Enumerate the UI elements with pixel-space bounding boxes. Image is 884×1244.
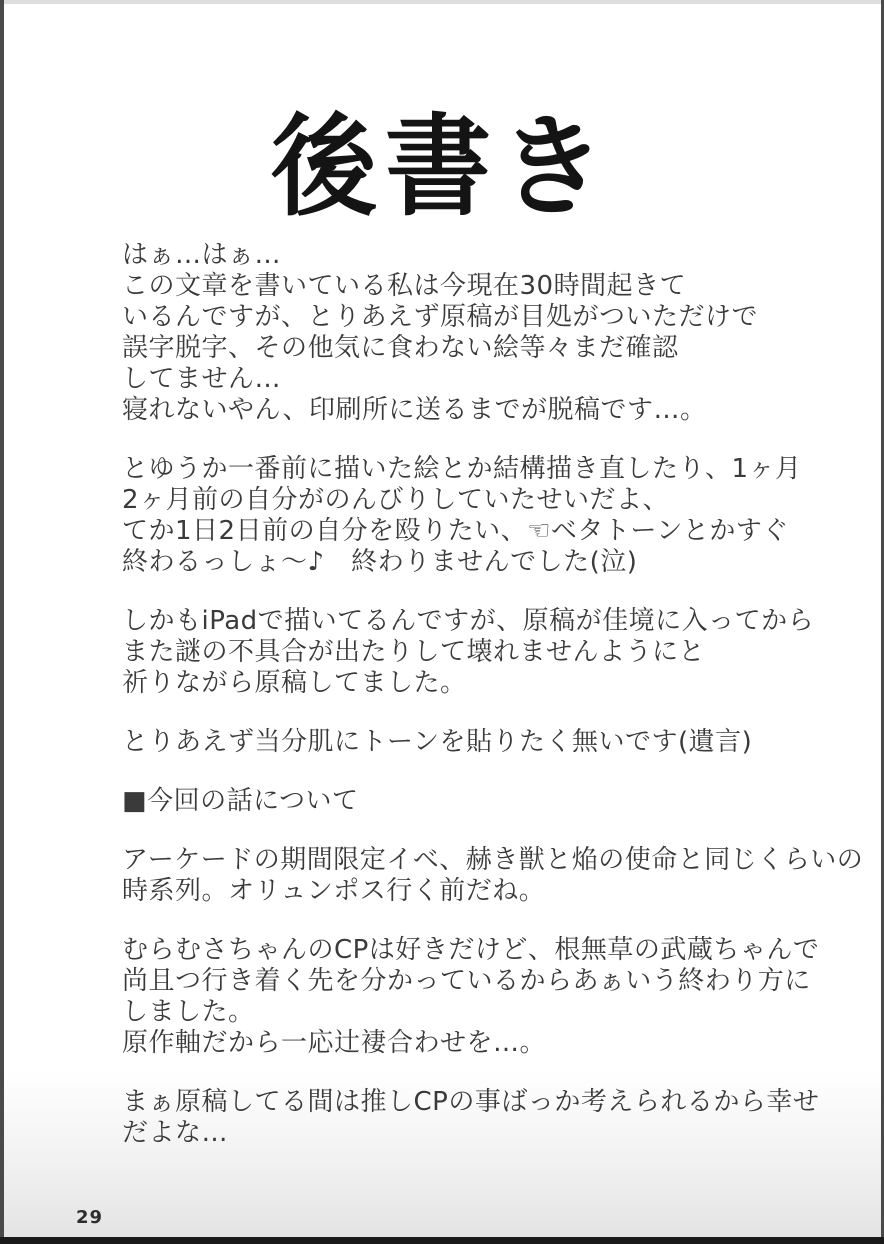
- text-line: また謎の不具合が出たりして壊れませんようにと: [122, 637, 706, 667]
- text-line: 寝れないやん、印刷所に送るまでが脱稿です…。: [122, 395, 707, 425]
- page-number: 29: [76, 1207, 104, 1228]
- paragraph: [122, 240, 802, 426]
- text-line: いるんですが、とりあえず原稿が目処がついただけで: [122, 302, 759, 332]
- paragraph: [122, 935, 820, 1059]
- paragraph: [122, 727, 802, 758]
- text-line: しかもiPadで描いてるんですが、原稿が佳境に入ってから: [122, 606, 815, 636]
- text-line: 2ヶ月前の自分がのんびりしていたせいだよ、: [122, 485, 670, 515]
- text-line: 原作軸だから一応辻褄合わせを…。: [122, 1028, 547, 1058]
- text-line: しました。: [122, 997, 255, 1027]
- text-line: この文章を書いている私は今現在30時間起きて: [122, 271, 687, 301]
- text-line: はぁ…はぁ…: [122, 240, 282, 270]
- text-line: とゆうか一番前に描いた絵とか結構描き直したり、1ヶ月: [122, 454, 802, 484]
- text-line: ■今回の話について: [122, 786, 359, 816]
- scan-edge-top: [0, 0, 884, 4]
- text-line: とりあえず当分肌にトーンを貼りたく無いです(遺言): [122, 727, 753, 757]
- section-heading: [122, 786, 802, 817]
- scan-edge-bottom: [0, 1237, 884, 1244]
- text-line: てか1日2日前の自分を殴りたい、☜ベタトーンとかすぐ: [122, 516, 789, 546]
- afterword-body: [122, 240, 864, 1149]
- text-line: してません…: [122, 364, 282, 394]
- paragraph: [122, 454, 802, 578]
- text-line: だよな…: [122, 1118, 229, 1148]
- page-title: 後書き: [271, 103, 613, 231]
- text-line: 尚且つ行き着く先を分かっているからあぁいう終わり方に: [122, 966, 811, 996]
- text-line: むらむさちゃんのCPは好きだけど、根無草の武蔵ちゃんで: [122, 935, 820, 965]
- paragraph: [122, 845, 864, 907]
- text-line: アーケードの期間限定イベ、赫き獣と焔の使命と同じくらいの: [122, 845, 864, 875]
- text-line: 祈りながら原稿してました。: [122, 668, 467, 698]
- text-line: 終わるっしょ〜♪ 終わりませんでした(泣): [122, 547, 638, 577]
- paragraph: [122, 606, 815, 699]
- paragraph: [122, 1087, 820, 1149]
- text-line: 時系列。オリュンポス行く前だね。: [122, 876, 546, 906]
- text-line: 誤字脱字、その他気に食わない絵等々まだ確認: [122, 333, 679, 363]
- text-line: まぁ原稿してる間は推しCPの事ばっか考えられるから幸せ: [122, 1087, 820, 1117]
